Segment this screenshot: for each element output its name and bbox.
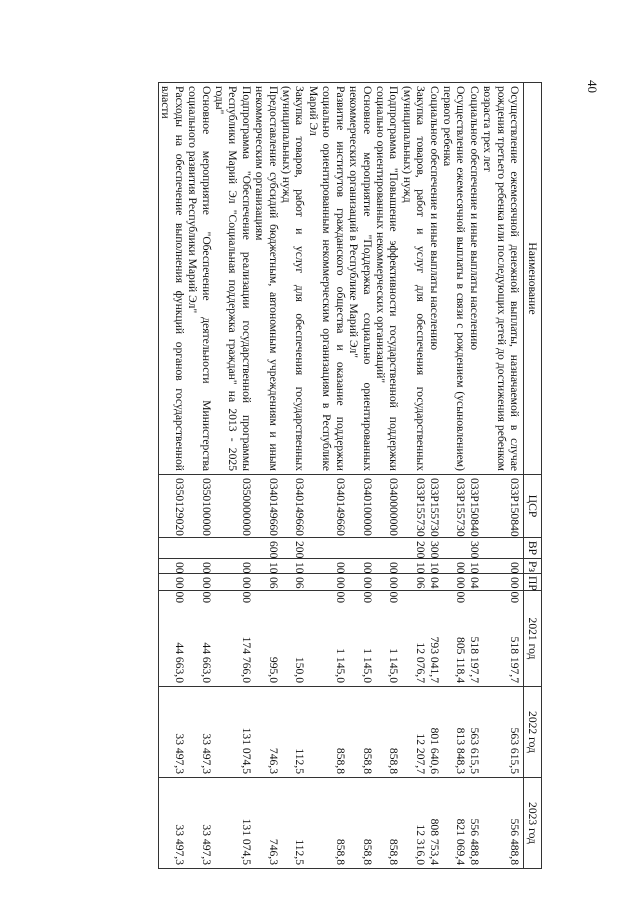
row-name: Расходы на обеспечение выполнения функций органов государственной власти	[159, 83, 186, 475]
row-name: Подпрограмма "Обеспечение реализации государственной программы Республики Марий Эл "Социальная поддержка граждан" на 2013 - 2025 годы"	[213, 83, 253, 475]
row-vr	[481, 538, 524, 559]
row-vr	[307, 538, 347, 559]
table-row	[186, 83, 213, 869]
table-row	[213, 83, 253, 869]
row-pr: 00 00	[307, 574, 347, 591]
row-2021: 995,0	[253, 591, 280, 687]
row-2021: 805 118,4	[441, 591, 468, 687]
row-2023: 131 074,5	[213, 778, 253, 869]
row-2022: 563 615,5	[481, 687, 524, 778]
row-name: Социальное обеспечение и иные выплаты населению	[427, 83, 440, 475]
header-rz: Рз	[524, 559, 542, 574]
row-name: Основное мероприятие "Обеспечение деятельности Министерства социального развития Республики Марий Эл"	[186, 83, 213, 475]
row-2022: 112,5	[280, 687, 307, 778]
row-rz: 00	[213, 559, 253, 574]
row-pr: 00 00	[186, 574, 213, 591]
table-row	[280, 83, 307, 869]
rotated-page	[112, 82, 542, 868]
row-pr: 06	[253, 574, 280, 591]
row-csr: 0340000000	[374, 475, 401, 538]
row-name: Осуществление ежемесячной выплаты в связи с рождением (усыновлением) первого ребенка	[441, 83, 468, 475]
row-vr	[441, 538, 468, 559]
row-name: Социальное обеспечение и иные выплаты населению	[467, 83, 480, 475]
row-2021: 174 766,0	[213, 591, 253, 687]
row-vr: 300	[467, 538, 480, 559]
row-2021: 44 663,0	[159, 591, 186, 687]
row-pr: 00 00	[441, 574, 468, 591]
row-2023: 858,8	[307, 778, 347, 869]
row-2022: 858,8	[347, 687, 374, 778]
row-rz: 00	[441, 559, 468, 574]
header-vr: ВР	[524, 538, 542, 559]
row-2022: 131 074,5	[213, 687, 253, 778]
row-vr: 600	[253, 538, 280, 559]
row-vr	[347, 538, 374, 559]
row-name: Подпрограмма "Повышение эффективности государственной поддержки социально ориентированных некоммерческих организаций"	[374, 83, 401, 475]
row-2021: 1 145,0	[307, 591, 347, 687]
row-csr: 033P155730	[400, 475, 427, 538]
row-pr: 00 00	[159, 574, 186, 591]
row-name: Развитие институтов гражданского общества и оказание поддержки социально ориентированным некоммерческим организациям в Республике Марий Эл	[307, 83, 347, 475]
header-2021: 2021 год	[524, 591, 542, 687]
row-2023: 556 488,8	[481, 778, 524, 869]
table-row	[441, 83, 468, 869]
row-pr: 04	[467, 574, 480, 591]
row-rz: 00	[307, 559, 347, 574]
table-row	[159, 83, 186, 869]
row-vr: 300	[427, 538, 440, 559]
table-row	[374, 83, 401, 869]
row-2021: 518 197,7	[467, 591, 480, 687]
row-rz: 10	[280, 559, 307, 574]
table-row	[467, 83, 480, 869]
row-rz: 10	[400, 559, 427, 574]
row-2022: 858,8	[307, 687, 347, 778]
row-name: Осуществление ежемесячной денежной выплаты, назначаемой в случае рождения третьего ребенка или последующих детей до достижения ребенком возраста трех лет	[481, 83, 524, 475]
row-pr: 00 00	[481, 574, 524, 591]
row-rz: 00	[159, 559, 186, 574]
row-csr: 033P155730	[441, 475, 468, 538]
row-name: Предоставление субсидий бюджетным, автономным учреждениям и иным некоммерческим организациям	[253, 83, 280, 475]
row-2021: 1 145,0	[347, 591, 374, 687]
row-rz: 00	[186, 559, 213, 574]
row-2023: 858,8	[374, 778, 401, 869]
row-pr: 00 00	[374, 574, 401, 591]
row-csr: 0340100000	[347, 475, 374, 538]
table-row	[400, 83, 427, 869]
row-csr: 0340149660	[307, 475, 347, 538]
row-2022: 813 848,3	[441, 687, 468, 778]
row-2023: 746,3	[253, 778, 280, 869]
row-pr: 00 00	[213, 574, 253, 591]
row-rz: 10	[467, 559, 480, 574]
header-csr: ЦСР	[524, 475, 542, 538]
header-2023: 2023 год	[524, 778, 542, 869]
row-2022: 12 207,7	[400, 687, 427, 778]
row-2021: 518 197,7	[481, 591, 524, 687]
row-2021: 793 041,7	[427, 591, 440, 687]
row-name: Основное мероприятие "Поддержка социально ориентированных некоммерческих организаций в Республике Марий Эл"	[347, 83, 374, 475]
budget-table	[158, 82, 542, 869]
row-csr: 033P150840	[467, 475, 480, 538]
header-name: Наименование	[524, 83, 542, 475]
row-csr: 0350100000	[186, 475, 213, 538]
header-2022: 2022 год	[524, 687, 542, 778]
row-2022: 858,8	[374, 687, 401, 778]
row-rz: 10	[253, 559, 280, 574]
row-csr: 0350000000	[213, 475, 253, 538]
row-csr: 0350129020	[159, 475, 186, 538]
row-2021: 1 145,0	[374, 591, 401, 687]
row-rz: 00	[347, 559, 374, 574]
row-rz: 00	[374, 559, 401, 574]
row-2023: 556 488,8	[467, 778, 480, 869]
row-2023: 858,8	[347, 778, 374, 869]
table-row	[253, 83, 280, 869]
table-row	[481, 83, 524, 869]
row-pr: 04	[427, 574, 440, 591]
table-row	[427, 83, 440, 869]
row-csr: 033P155730	[427, 475, 440, 538]
row-2023: 12 316,0	[400, 778, 427, 869]
row-2021: 12 076,7	[400, 591, 427, 687]
row-vr	[159, 538, 186, 559]
row-2022: 746,3	[253, 687, 280, 778]
row-2023: 112,5	[280, 778, 307, 869]
row-2022: 563 615,5	[467, 687, 480, 778]
page-number: 40	[585, 80, 600, 93]
row-rz: 00	[481, 559, 524, 574]
row-2023: 821 069,4	[441, 778, 468, 869]
row-csr: 033P150840	[481, 475, 524, 538]
row-csr: 0340149660	[280, 475, 307, 538]
row-name: Закупка товаров, работ и услуг для обеспечения государственных (муниципальных) нужд	[400, 83, 427, 475]
table-row	[347, 83, 374, 869]
row-2023: 33 497,3	[159, 778, 186, 869]
row-vr: 200	[280, 538, 307, 559]
row-2023: 33 497,3	[186, 778, 213, 869]
row-vr	[374, 538, 401, 559]
row-2022: 801 640,6	[427, 687, 440, 778]
row-csr: 0340149660	[253, 475, 280, 538]
row-pr: 06	[400, 574, 427, 591]
table-header-row	[524, 83, 542, 869]
row-2023: 808 753,4	[427, 778, 440, 869]
row-vr: 200	[400, 538, 427, 559]
row-2022: 33 497,3	[159, 687, 186, 778]
row-vr	[213, 538, 253, 559]
header-pr: ПР	[524, 574, 542, 591]
table-row	[307, 83, 347, 869]
row-vr	[186, 538, 213, 559]
row-pr: 00 00	[347, 574, 374, 591]
row-pr: 06	[280, 574, 307, 591]
row-rz: 10	[427, 559, 440, 574]
row-2021: 44 663,0	[186, 591, 213, 687]
row-2022: 33 497,3	[186, 687, 213, 778]
row-2021: 150,0	[280, 591, 307, 687]
row-name: Закупка товаров, работ и услуг для обеспечения государственных (муниципальных) нужд	[280, 83, 307, 475]
